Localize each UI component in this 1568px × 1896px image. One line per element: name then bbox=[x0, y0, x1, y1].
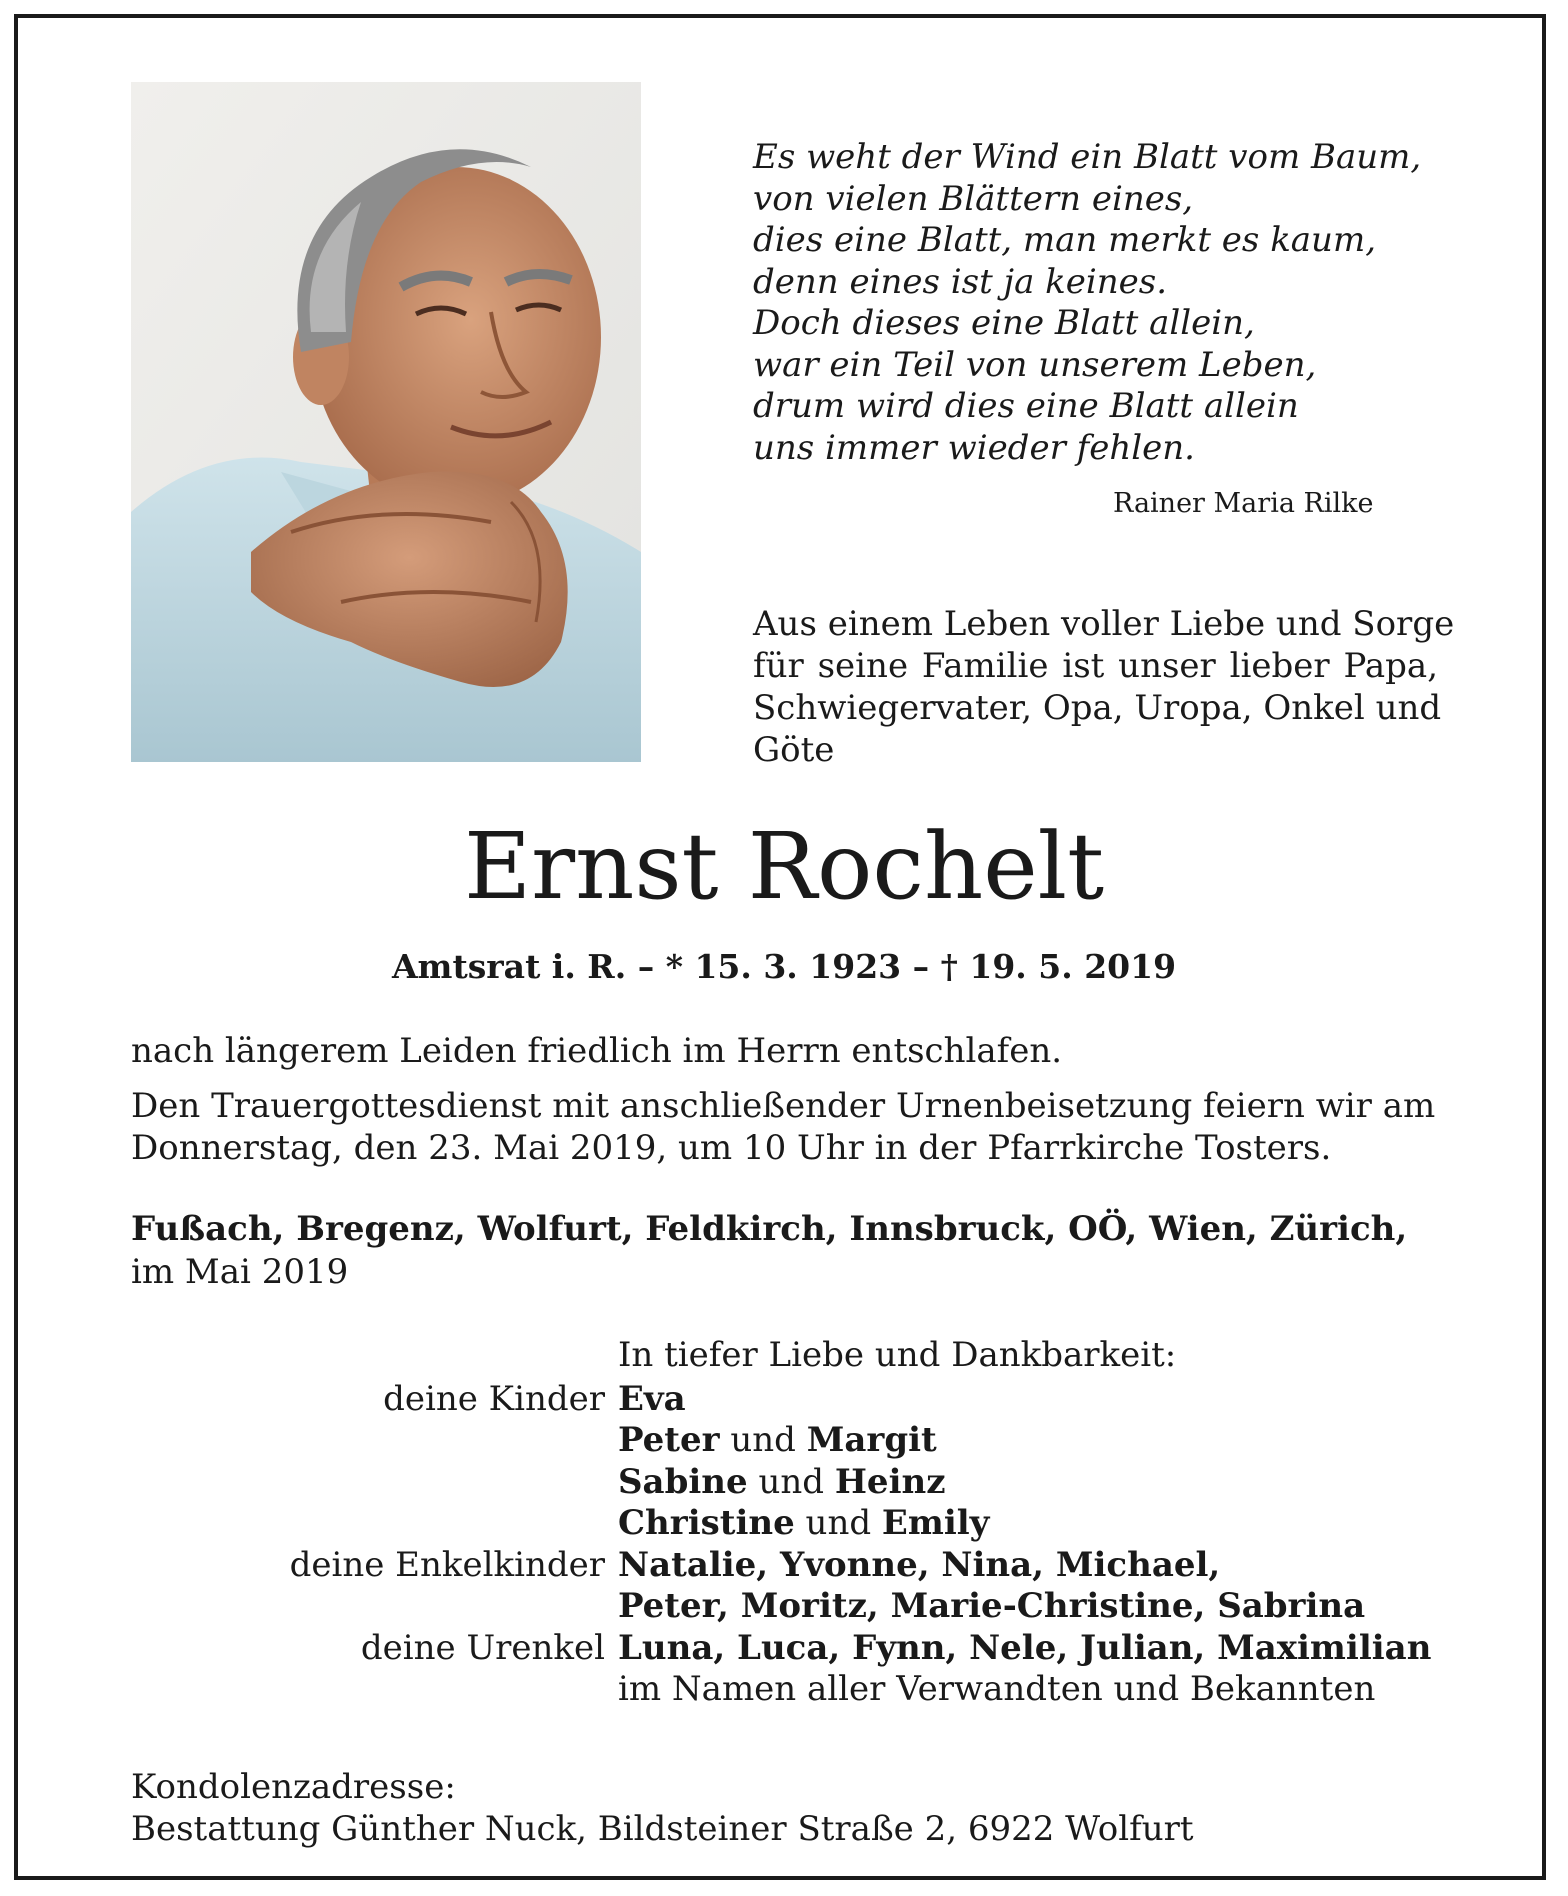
service-line-1: Den Trauergottesdienst mit anschließender Urnenbeisetzung feiern wir am bbox=[131, 1086, 1436, 1126]
closing-line: im Namen aller Verwandten und Bekannten bbox=[618, 1669, 1376, 1709]
poem-line: dies eine Blatt, man merkt es kaum, bbox=[753, 220, 1377, 260]
children-row bbox=[0, 1503, 1568, 1545]
children-row bbox=[0, 1420, 1568, 1462]
poem-line: war ein Teil von unserem Leben, bbox=[753, 344, 1317, 385]
children-label: deine Kinder bbox=[383, 1378, 605, 1419]
children-row bbox=[0, 1379, 1568, 1421]
portrait-photo bbox=[131, 82, 641, 762]
greatgrandchildren-names: Luna, Luca, Fynn, Nele, Julian, Maximilian bbox=[618, 1627, 1432, 1668]
greatgrandchildren-label: deine Urenkel bbox=[360, 1627, 605, 1668]
partner-name: Margit bbox=[806, 1420, 937, 1460]
places-list: Fußach, Bregenz, Wolfurt, Feldkirch, Innsbruck, OÖ, Wien, Zürich, bbox=[131, 1209, 1408, 1249]
greatgrandchildren-row bbox=[0, 1628, 1568, 1670]
poem-line: Es weht der Wind ein Blatt vom Baum, bbox=[753, 137, 1422, 177]
poem-line: denn eines ist ja keines. bbox=[753, 261, 1168, 302]
deceased-dates: Amtsrat i. R. – * 15. 3. 1923 – † 19. 5. 2019 bbox=[391, 947, 1177, 986]
intro-line: für seine Familie ist unser lieber Papa, bbox=[753, 646, 1438, 686]
mourners-heading: In tiefer Liebe und Dankbarkeit: bbox=[618, 1335, 1177, 1375]
mourners-list bbox=[0, 1335, 1568, 1711]
poem-line: von vielen Blättern eines, bbox=[753, 178, 1194, 219]
deceased-name: Ernst Rochelt bbox=[463, 813, 1105, 920]
child-name: Sabine bbox=[618, 1461, 748, 1502]
children-row bbox=[0, 1462, 1568, 1504]
intro-line: Schwiegervater, Opa, Uropa, Onkel und bbox=[753, 688, 1442, 728]
condolence-label: Kondolenzadresse: bbox=[131, 1767, 456, 1807]
grandchildren-label: deine Enkelkinder bbox=[289, 1544, 605, 1585]
partner-name: Heinz bbox=[834, 1461, 946, 1502]
partner-name: Emily bbox=[881, 1503, 990, 1543]
intro-line: Göte bbox=[753, 730, 835, 770]
condolence-address: Bestattung Günther Nuck, Bildsteiner Straße 2, 6922 Wolfurt bbox=[131, 1809, 1194, 1849]
grandchildren-names: Natalie, Yvonne, Nina, Michael, bbox=[618, 1544, 1221, 1585]
service-line-2: Donnerstag, den 23. Mai 2019, um 10 Uhr in der Pfarrkirche Tosters. bbox=[131, 1128, 1332, 1168]
joiner: und bbox=[805, 1503, 872, 1543]
poem-author: Rainer Maria Rilke bbox=[1113, 488, 1374, 519]
poem-line: Doch dieses eine Blatt allein, bbox=[753, 303, 1255, 343]
place-date: im Mai 2019 bbox=[131, 1252, 349, 1292]
closing-row bbox=[0, 1669, 1568, 1711]
passing-statement: nach längerem Leiden friedlich im Herrn entschlafen. bbox=[131, 1031, 1063, 1071]
child-name: Peter bbox=[618, 1420, 720, 1460]
grandchildren-row bbox=[0, 1586, 1568, 1628]
poem-line: drum wird dies eine Blatt allein bbox=[753, 386, 1299, 426]
child-name: Christine bbox=[618, 1503, 795, 1543]
intro-paragraph bbox=[753, 603, 1455, 771]
poem bbox=[753, 137, 1422, 469]
mourners-heading-row bbox=[0, 1335, 1568, 1377]
child-name: Eva bbox=[618, 1378, 686, 1419]
poem-line: uns immer wieder fehlen. bbox=[753, 427, 1195, 468]
joiner: und bbox=[730, 1420, 796, 1460]
intro-line: Aus einem Leben voller Liebe und Sorge bbox=[753, 604, 1455, 644]
grandchildren-row bbox=[0, 1545, 1568, 1587]
grandchildren-names: Peter, Moritz, Marie-Christine, Sabrina bbox=[618, 1586, 1366, 1626]
joiner: und bbox=[758, 1461, 824, 1502]
